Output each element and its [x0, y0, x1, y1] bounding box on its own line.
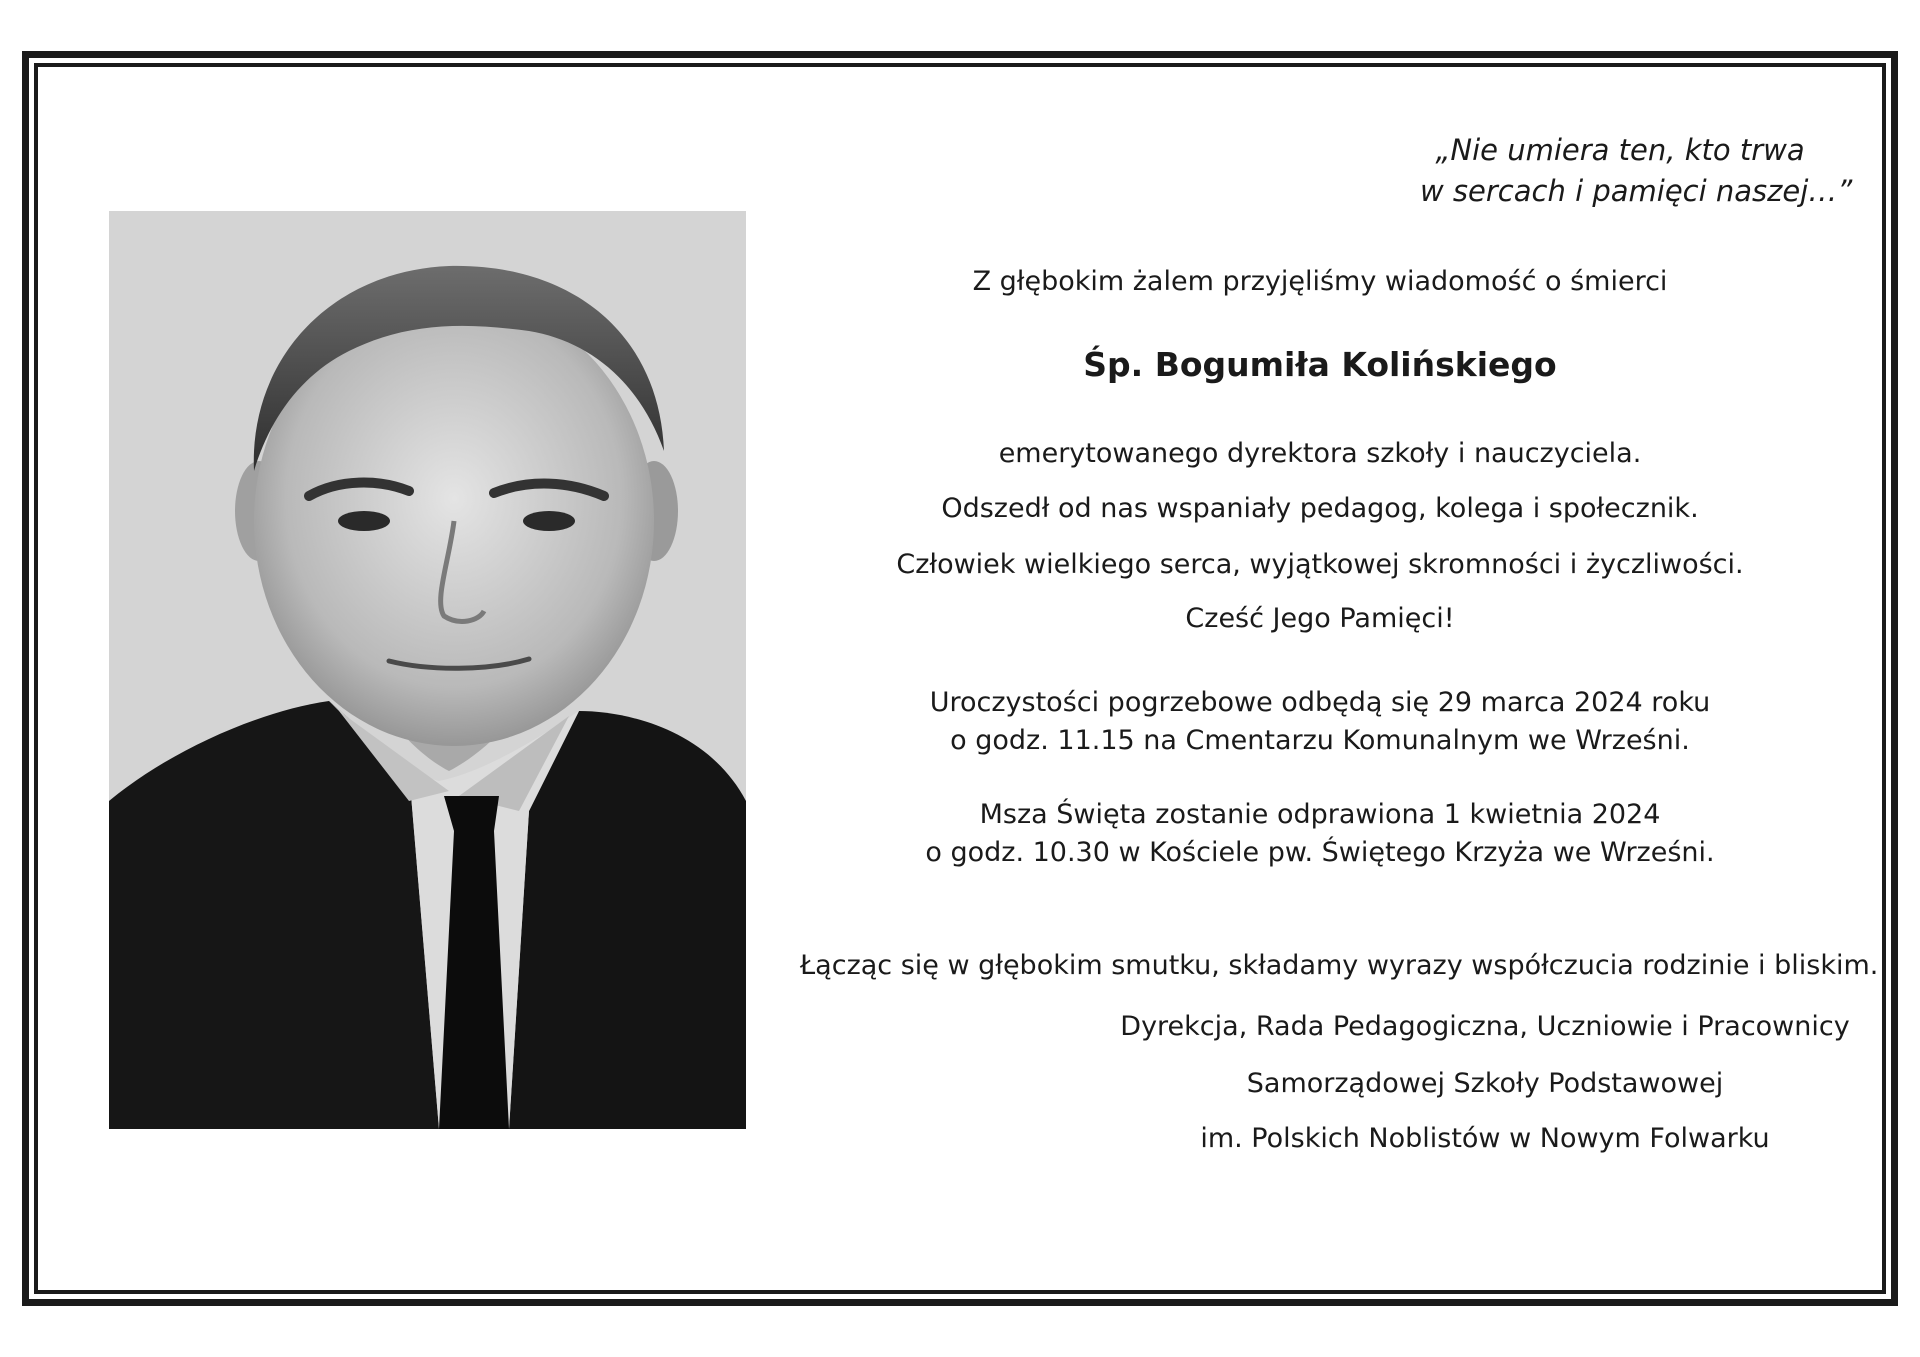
mass-line-2: o godz. 10.30 w Kościele pw. Świętego Krzyża we Wrześni. — [925, 837, 1715, 868]
portrait-photo — [109, 211, 746, 1129]
mass-line-1: Msza Święta zostanie odprawiona 1 kwietnia 2024 — [979, 799, 1661, 830]
description-line-2: Odszedł od nas wspaniały pedagog, kolega i społecznik. — [941, 493, 1699, 524]
signature-line-2: Samorządowej Szkoły Podstawowej — [1246, 1068, 1724, 1099]
funeral-line-1: Uroczystości pogrzebowe odbędą się 29 marca 2024 roku — [929, 687, 1711, 718]
intro-text: Z głębokim żalem przyjęliśmy wiadomość o śmierci — [972, 266, 1668, 297]
funeral-line-2: o godz. 11.15 na Cmentarzu Komunalnym we Wrześni. — [950, 725, 1690, 756]
quote-line-1: „Nie umiera ten, kto trwa — [1435, 133, 1805, 167]
signature-line-3: im. Polskich Noblistów w Nowym Folwarku — [1200, 1123, 1770, 1154]
description-line-3: Człowiek wielkiego serca, wyjątkowej skromności i życzliwości. — [896, 549, 1744, 580]
description-line-1: emerytowanego dyrektora szkoły i nauczyciela. — [998, 438, 1642, 469]
deceased-name: Śp. Bogumiła Kolińskiego — [1083, 345, 1557, 384]
signature-line-1: Dyrekcja, Rada Pedagogiczna, Uczniowie i Pracownicy — [1120, 1011, 1850, 1042]
description-line-4: Cześć Jego Pamięci! — [1185, 603, 1455, 634]
quote-line-2: w sercach i pamięci naszej…” — [1420, 174, 1853, 208]
condolences-text: Łącząc się w głębokim smutku, składamy wyrazy współczucia rodzinie i bliskim. — [800, 950, 1879, 981]
